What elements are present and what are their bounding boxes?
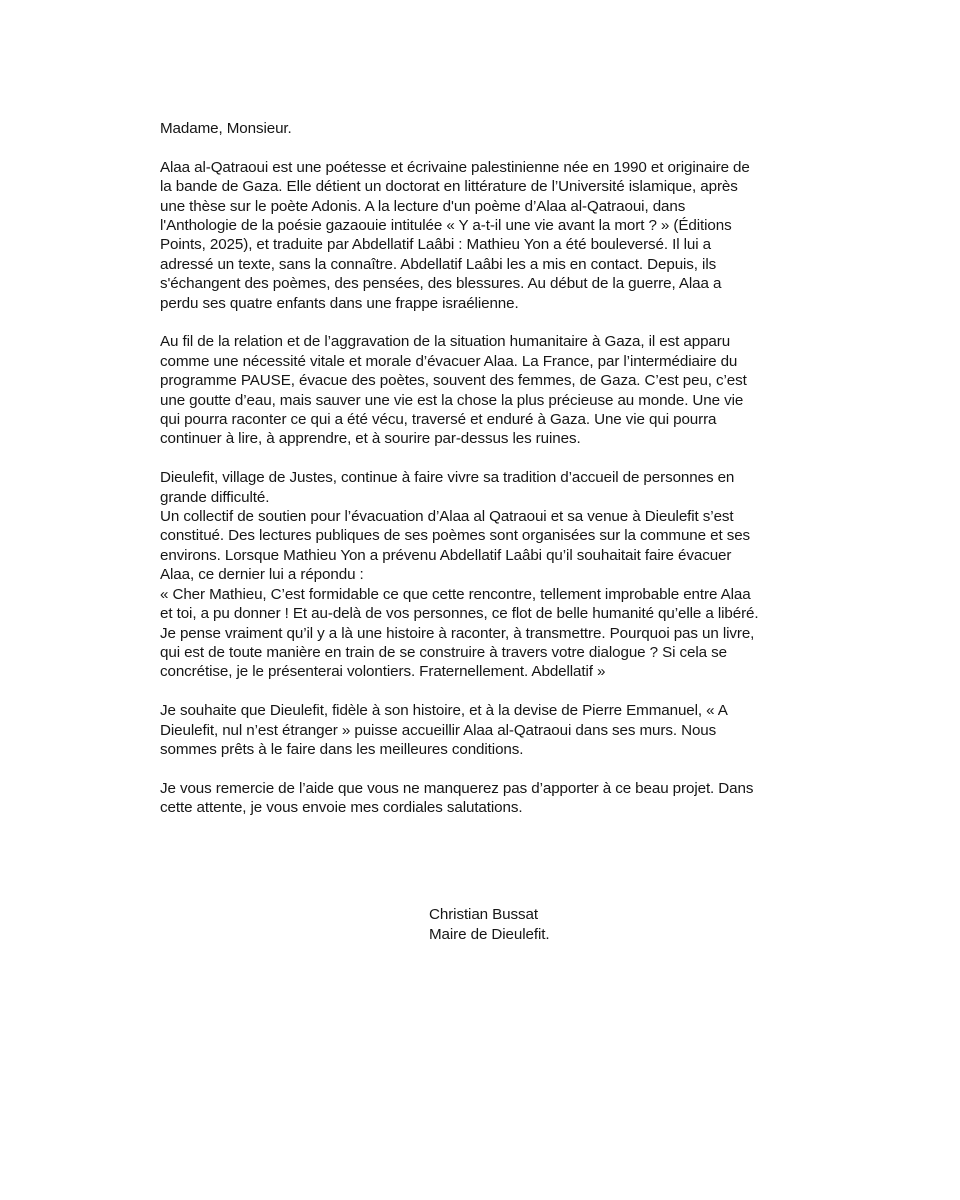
paragraph-dieulefit bbox=[160, 468, 820, 681]
text-line: perdu ses quatre enfants dans une frappe israélienne. bbox=[160, 294, 519, 312]
paragraph-wish bbox=[160, 701, 820, 759]
signature-block bbox=[429, 905, 550, 945]
salutation-line: Madame, Monsieur. bbox=[160, 120, 292, 137]
quote-line: « Cher Mathieu, C’est formidable ce que cette rencontre, tellement improbable entre Alaa bbox=[160, 585, 751, 603]
text-line: qui pourra raconter ce qui a été vécu, traversé et enduré à Gaza. Une vie qui pourra bbox=[160, 411, 717, 429]
quote-line: Je pense vraiment qu’il y a là une histoire à raconter, à transmettre. Pourquoi pas un livre, bbox=[160, 624, 755, 642]
paragraph-evacuation bbox=[160, 332, 820, 448]
text-line: grande difficulté. bbox=[160, 488, 270, 506]
text-line: environs. Lorsque Mathieu Yon a prévenu Abdellatif Laâbi qu’il souhaitait faire évacuer bbox=[160, 546, 732, 564]
signature-title: Maire de Dieulefit. bbox=[429, 926, 550, 943]
text-line: cette attente, je vous envoie mes cordiales salutations. bbox=[160, 799, 523, 817]
salutation bbox=[160, 119, 820, 138]
letter-body bbox=[160, 119, 820, 818]
text-line: adressé un texte, sans la connaître. Abdellatif Laâbi les a mis en contact. Depuis, ils bbox=[160, 255, 717, 273]
paragraph-spacer bbox=[160, 759, 820, 778]
text-line: programme PAUSE, évacue des poètes, souvent des femmes, de Gaza. C’est peu, c’est bbox=[160, 372, 747, 390]
text-line: l'Anthologie de la poésie gazaouie intitulée « Y a-t-il une vie avant la mort ? » (Éditions bbox=[160, 217, 732, 235]
paragraph-spacer bbox=[160, 313, 820, 332]
text-line: Alaa, ce dernier lui a répondu : bbox=[160, 566, 364, 584]
quote-line: concrétise, je le présenterai volontiers. Fraternellement. Abdellatif » bbox=[160, 663, 606, 681]
text-line: Un collectif de soutien pour l’évacuation d’Alaa al Qatraoui et sa venue à Dieulefit s’est bbox=[160, 508, 734, 526]
text-line: Points, 2025), et traduite par Abdellatif Laâbi : Mathieu Yon a été bouleversé. Il lui a bbox=[160, 236, 711, 254]
text-line: Je vous remercie de l’aide que vous ne manquerez pas d’apporter à ce beau projet. Dans bbox=[160, 779, 754, 797]
quote-line: qui est de toute manière en train de se construire à travers votre dialogue ? Si cela se bbox=[160, 643, 727, 661]
paragraph-spacer bbox=[160, 449, 820, 468]
paragraph-spacer bbox=[160, 682, 820, 701]
text-line: Dieulefit, village de Justes, continue à faire vivre sa tradition d’accueil de personnes en bbox=[160, 469, 735, 487]
quote-line: et toi, a pu donner ! Et au-delà de vos personnes, ce flot de belle humanité qu’elle a libéré. bbox=[160, 605, 759, 623]
text-line: constitué. Des lectures publiques de ses poèmes sont organisées sur la commune et ses bbox=[160, 527, 751, 545]
text-line: continuer à lire, à apprendre, et à sourire par-dessus les ruines. bbox=[160, 430, 581, 448]
text-line: comme une nécessité vitale et morale d’évacuer Alaa. La France, par l’intermédiaire du bbox=[160, 352, 738, 370]
text-line: une thèse sur le poète Adonis. A la lecture d'un poème d’Alaa al-Qatraoui, dans bbox=[160, 197, 686, 215]
text-line: une goutte d’eau, mais sauver une vie est la chose la plus précieuse au monde. Une vie bbox=[160, 391, 744, 409]
text-line: Je souhaite que Dieulefit, fidèle à son histoire, et à la devise de Pierre Emmanuel, « A bbox=[160, 702, 728, 720]
paragraph-spacer bbox=[160, 138, 820, 157]
text-line: Dieulefit, nul n’est étranger » puisse accueillir Alaa al-Qatraoui dans ses murs. Nous bbox=[160, 721, 717, 739]
paragraph-introduction bbox=[160, 158, 820, 313]
text-line: sommes prêts à le faire dans les meilleures conditions. bbox=[160, 740, 524, 758]
text-line: Alaa al-Qatraoui est une poétesse et écrivaine palestinienne née en 1990 et originaire de bbox=[160, 158, 750, 176]
text-line: Au fil de la relation et de l’aggravation de la situation humanitaire à Gaza, il est apparu bbox=[160, 333, 731, 351]
text-line: s'échangent des poèmes, des pensées, des blessures. Au début de la guerre, Alaa a bbox=[160, 275, 722, 293]
signature-name: Christian Bussat bbox=[429, 906, 538, 923]
text-line: la bande de Gaza. Elle détient un doctorat en littérature de l’Université islamique, après bbox=[160, 178, 738, 196]
paragraph-closing bbox=[160, 779, 820, 818]
